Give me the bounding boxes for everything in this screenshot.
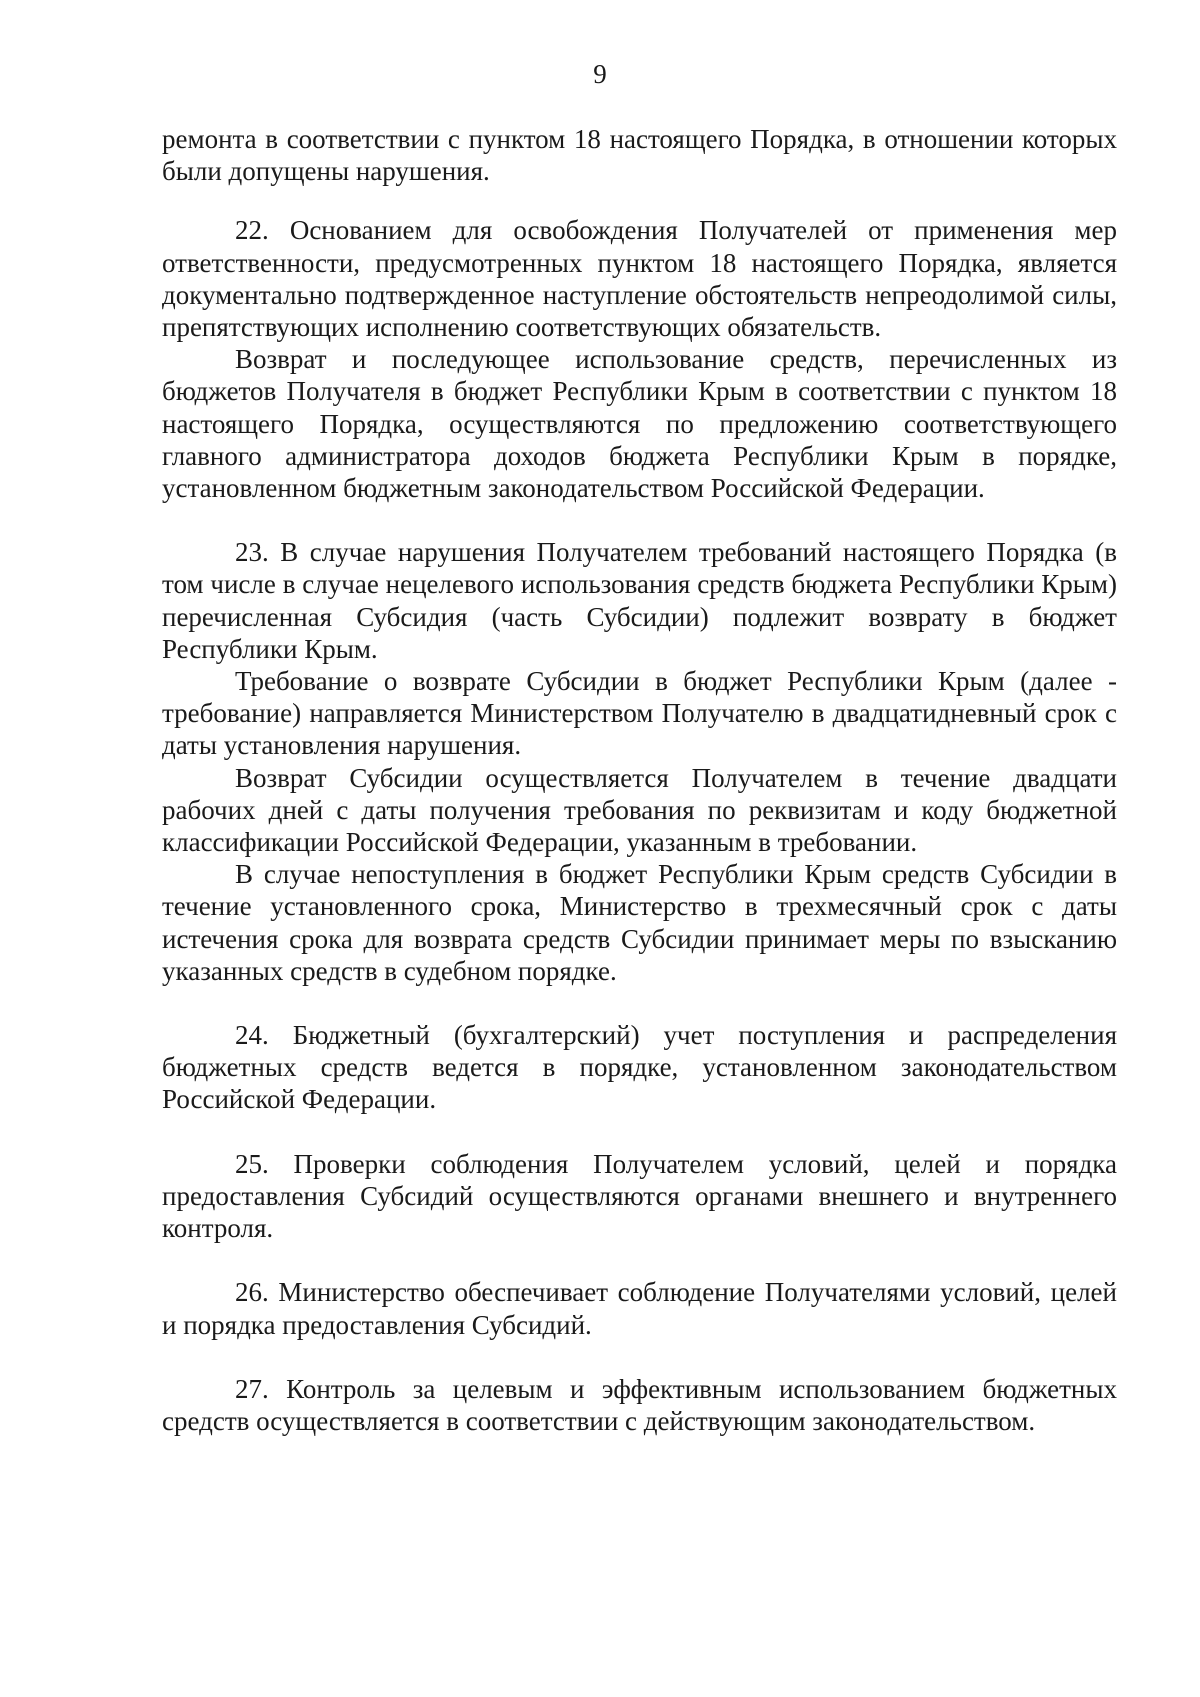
- paragraph-27: 27. Контроль за целевым и эффективным использованием бюджетных средств осуществляется в соответствии с действующим законодательством.: [162, 1373, 1117, 1436]
- paragraph-24: 24. Бюджетный (бухгалтерский) учет поступления и распределения бюджетных средств ведется в порядке, установленном законодательством Российской Федерации.: [162, 1020, 1117, 1115]
- document-body: [162, 123, 1117, 1437]
- paragraph-23-requirement: Требование о возврате Субсидии в бюджет Республики Крым (далее - требование) направляется Министерством Получателю в двадцатидневный срок с даты установления нарушения.: [162, 666, 1117, 761]
- paragraph-23: 23. В случае нарушения Получателем требований настоящего Порядка (в том числе в случае нецелевого использования средств бюджета Республики Крым) перечисленная Субсидия (часть Субсидии) подлежит возврату в бюджет Республики Крым.: [162, 537, 1117, 664]
- paragraph-continuation: ремонта в соответствии с пунктом 18 настоящего Порядка, в отношении которых были допущены нарушения.: [162, 124, 1117, 187]
- paragraph-25: 25. Проверки соблюдения Получателем условий, целей и порядка предоставления Субсидий осуществляются органами внешнего и внутреннего контроля.: [162, 1148, 1117, 1244]
- paragraph-26: 26. Министерство обеспечивает соблюдение Получателями условий, целей и порядка предоставления Субсидий.: [162, 1277, 1117, 1340]
- page-number: 9: [593, 59, 607, 89]
- paragraph-22-return: Возврат и последующее использование средств, перечисленных из бюджетов Получателя в бюджет Республики Крым в соответствии с пунктом 18 настоящего Порядка, осуществляются по предложению соответствующего главного администратора доходов бюджета Республики Крым в порядке, установленном бюджетным законодательством Российской Федерации.: [162, 344, 1117, 504]
- paragraph-22: 22. Основанием для освобождения Получателей от применения мер ответственности, предусмотренных пунктом 18 настоящего Порядка, является документально подтвержденное наступление обстоятельств непреодолимой силы, препятствующих исполнению соответствующих обязательств.: [162, 215, 1117, 343]
- paragraph-23-court: В случае непоступления в бюджет Республики Крым средств Субсидии в течение установленного срока, Министерство в трехмесячный срок с даты истечения срока для возврата средств Субсидии принимает меры по взысканию указанных средств в судебном порядке.: [162, 859, 1117, 986]
- paragraph-23-return: Возврат Субсидии осуществляется Получателем в течение двадцати рабочих дней с даты получения требования по реквизитам и коду бюджетной классификации Российской Федерации, указанным в требовании.: [162, 762, 1117, 858]
